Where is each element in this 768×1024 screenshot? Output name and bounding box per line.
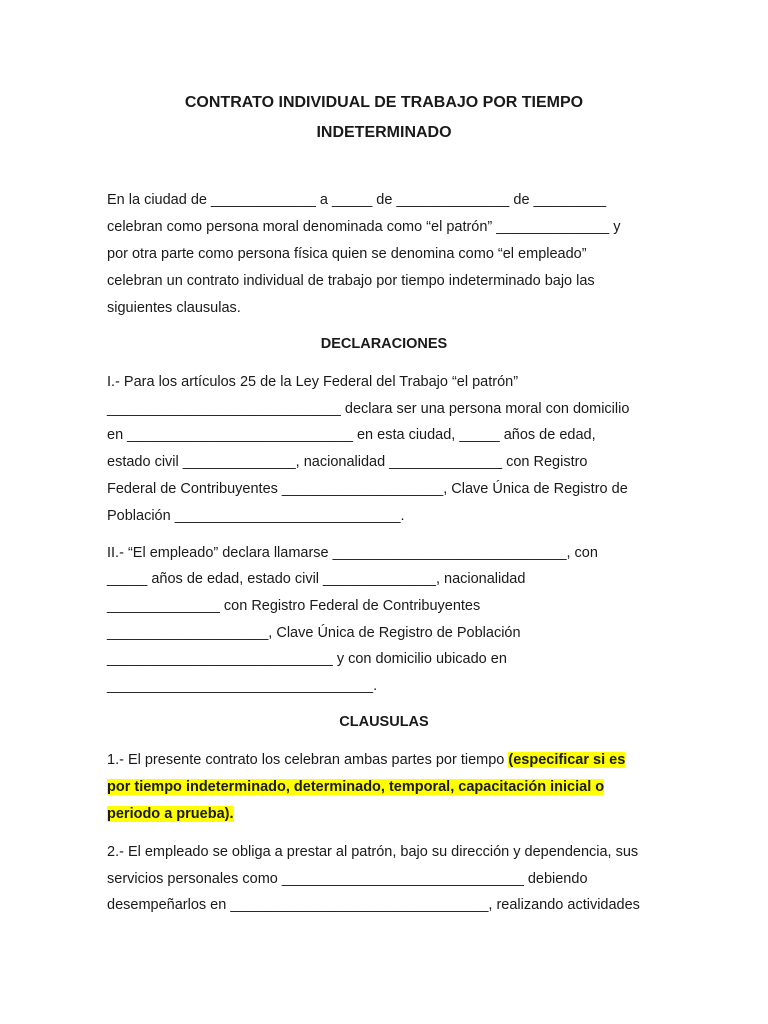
declaracion-2-line: ____________________________ y con domicilio ubicado en	[107, 651, 507, 667]
clausula-2-line: desempeñarlos en ________________________________, realizando actividades	[107, 897, 640, 913]
declaracion-1-line: estado civil ______________, nacionalidad ______________ con Registro	[107, 454, 588, 470]
declaracion-2-line: ____________________, Clave Única de Registro de Población	[107, 625, 521, 641]
clausula-1-highlight: periodo a prueba).	[107, 806, 234, 822]
clausula-1-line	[107, 751, 625, 769]
clausula-2-line: 2.- El empleado se obliga a prestar al patrón, bajo su dirección y dependencia, sus	[107, 844, 639, 860]
clausula-1-line	[107, 805, 234, 823]
clausula-1-prefix: 1.- El presente contrato los celebran ambas partes por tiempo	[107, 752, 509, 768]
clausula-1-highlight: (especificar si es	[508, 752, 626, 768]
declaracion-1-line: Federal de Contribuyentes ____________________, Clave Única de Registro de	[107, 481, 628, 497]
intro-line: siguientes clausulas.	[107, 300, 241, 316]
declaracion-2-line: II.- “El empleado” declara llamarse _____________________________, con	[107, 545, 598, 561]
declaracion-2-line: _________________________________.	[107, 678, 378, 694]
intro-line: En la ciudad de _____________ a _____ de ______________ de _________	[107, 192, 607, 208]
document-title-line-2: INDETERMINADO	[316, 124, 452, 141]
clausula-2-line: servicios personales como ______________________________ debiendo	[107, 871, 588, 887]
intro-line: por otra parte como persona física quien se denomina como “el empleado”	[107, 246, 587, 262]
declaracion-1-line: en ____________________________ en esta ciudad, _____ años de edad,	[107, 427, 596, 443]
declaracion-1-line: I.- Para los artículos 25 de la Ley Federal del Trabajo “el patrón”	[107, 374, 519, 390]
declaraciones-heading: DECLARACIONES	[320, 336, 448, 352]
intro-line: celebran un contrato individual de trabajo por tiempo indeterminado bajo las	[107, 273, 595, 289]
declaracion-1-line: _____________________________ declara ser una persona moral con domicilio	[107, 401, 630, 417]
clausulas-heading: CLAUSULAS	[339, 714, 429, 730]
declaracion-1-line: Población ____________________________.	[107, 508, 405, 524]
intro-line: celebran como persona moral denominada como “el patrón” ______________ y	[107, 219, 621, 235]
clausula-1-line	[107, 778, 604, 796]
document-title-line-1: CONTRATO INDIVIDUAL DE TRABAJO POR TIEMPO	[184, 94, 584, 111]
declaracion-2-line: ______________ con Registro Federal de Contribuyentes	[107, 598, 481, 614]
declaracion-2-line: _____ años de edad, estado civil ______________, nacionalidad	[107, 571, 526, 587]
clausula-1-highlight: por tiempo indeterminado, determinado, temporal, capacitación inicial o	[107, 779, 605, 795]
